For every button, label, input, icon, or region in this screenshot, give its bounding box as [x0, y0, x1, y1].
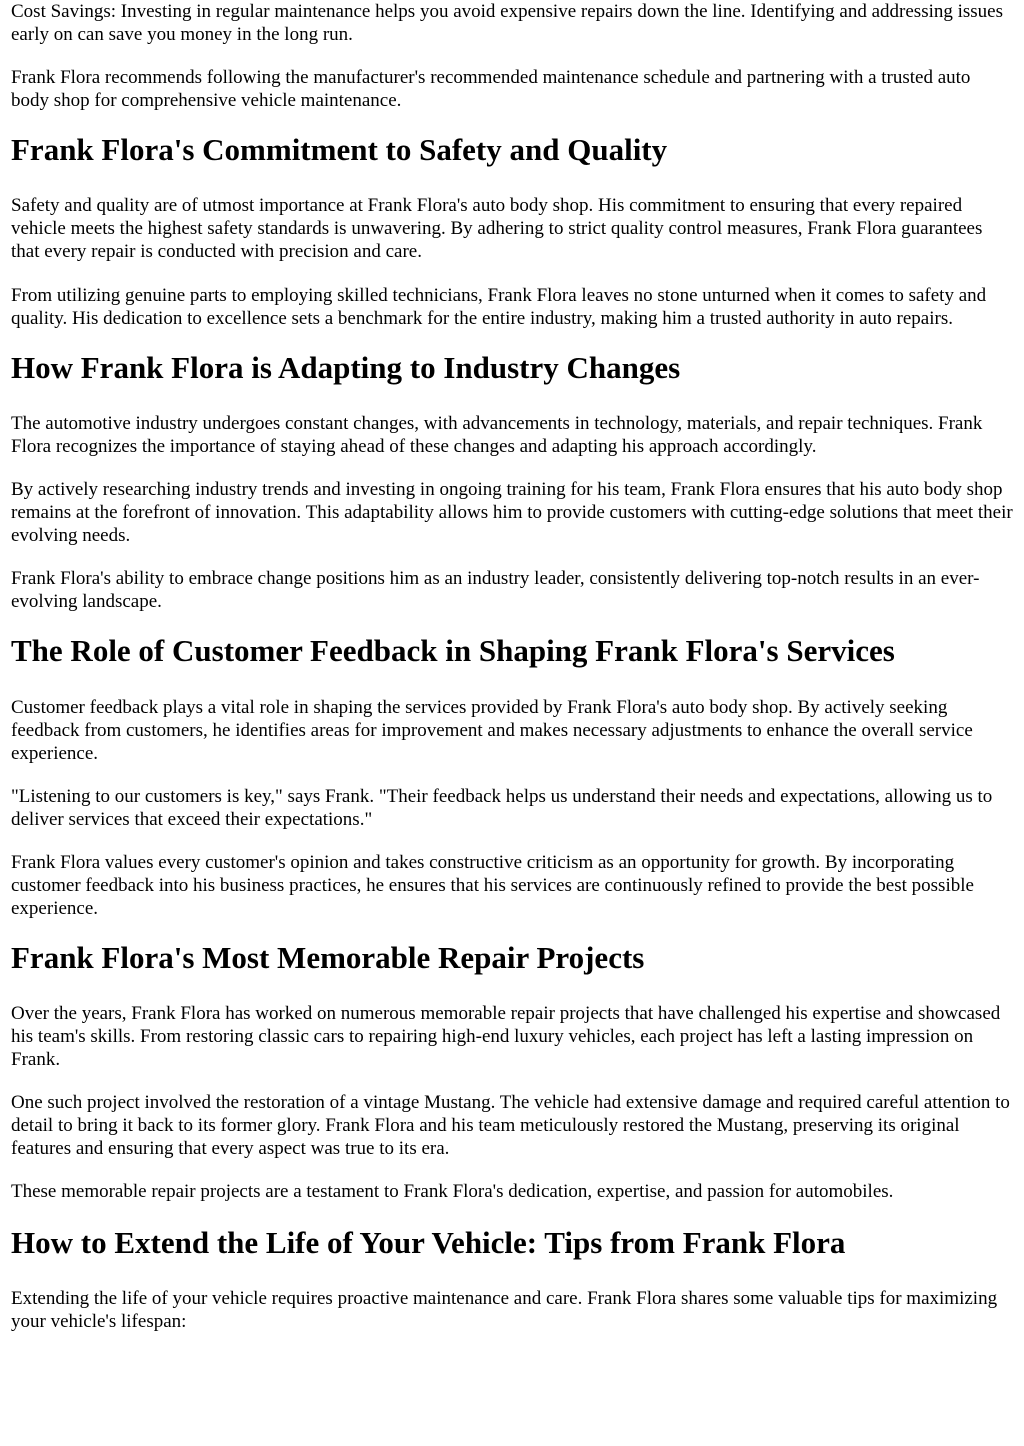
heading-industry-changes: How Frank Flora is Adapting to Industry Changes [11, 350, 681, 385]
paragraph-industry-3: Frank Flora's ability to embrace change positions him as an industry leader, consistently delivering top-notch results in an ever-evolving landscape. [11, 568, 980, 612]
paragraph-feedback-3: Frank Flora values every customer's opinion and takes constructive criticism as an opportunity for growth. By incorporating customer feedback into his business practices, he ensures that his services are continuously refined to provide the best possible experience. [11, 852, 974, 919]
heading-memorable-projects: Frank Flora's Most Memorable Repair Projects [11, 940, 645, 975]
heading-extend-vehicle-life: How to Extend the Life of Your Vehicle: Tips from Frank Flora [11, 1225, 846, 1260]
paragraph-feedback-1: Customer feedback plays a vital role in shaping the services provided by Frank Flora's auto body shop. By actively seeking feedback from customers, he identifies areas for improvement and makes necessary adjustments to enhance the overall service experience. [11, 697, 973, 764]
paragraph-industry-1: The automotive industry undergoes constant changes, with advancements in technology, materials, and repair techniques. Frank Flora recognizes the importance of staying ahead of these changes and adapting his approach accordingly. [11, 413, 983, 457]
paragraph-safety-1: Safety and quality are of utmost importance at Frank Flora's auto body shop. His commitment to ensuring that every repaired vehicle meets the highest safety standards is unwavering. By adhering to strict quality control measures, Frank Flora guarantees that every repair is conducted with precision and care. [11, 195, 983, 262]
paragraph-safety-2: From utilizing genuine parts to employing skilled technicians, Frank Flora leaves no stone unturned when it comes to safety and quality. His dedication to excellence sets a benchmark for the entire industry, making him a trusted authority in auto repairs. [11, 285, 987, 329]
paragraph-projects-1: Over the years, Frank Flora has worked on numerous memorable repair projects that have challenged his expertise and showcased his team's skills. From restoring classic cars to repairing high-end luxury vehicles, each project has left a lasting impression on Frank. [11, 1003, 1001, 1070]
article-body [11, 0, 1013, 1333]
paragraph-maintenance-schedule: Frank Flora recommends following the manufacturer's recommended maintenance schedule and partnering with a trusted auto body shop for comprehensive vehicle maintenance. [11, 67, 971, 111]
heading-safety-quality: Frank Flora's Commitment to Safety and Quality [11, 132, 668, 167]
paragraph-feedback-2: "Listening to our customers is key," says Frank. "Their feedback helps us understand their needs and expectations, allowing us to deliver services that exceed their expectations." [11, 786, 993, 830]
paragraph-industry-2: By actively researching industry trends and investing in ongoing training for his team, Frank Flora ensures that his auto body shop remains at the forefront of innovation. This adaptability allows him to provide customers with cutting-edge solutions that meet their evolving needs. [11, 479, 1013, 546]
paragraph-projects-3: These memorable repair projects are a testament to Frank Flora's dedication, expertise, and passion for automobiles. [11, 1181, 894, 1202]
paragraph-projects-2: One such project involved the restoration of a vintage Mustang. The vehicle had extensive damage and required careful attention to detail to bring it back to its former glory. Frank Flora and his team meticulously restored the Mustang, preserving its original features and ensuring that every aspect was true to its era. [11, 1092, 1010, 1159]
heading-customer-feedback: The Role of Customer Feedback in Shaping Frank Flora's Services [11, 633, 895, 668]
paragraph-cost-savings: Cost Savings: Investing in regular maintenance helps you avoid expensive repairs down the line. Identifying and addressing issues early on can save you money in the long run. [11, 1, 1004, 45]
paragraph-extend-life-1: Extending the life of your vehicle requires proactive maintenance and care. Frank Flora shares some valuable tips for maximizing your vehicle's lifespan: [11, 1288, 998, 1332]
